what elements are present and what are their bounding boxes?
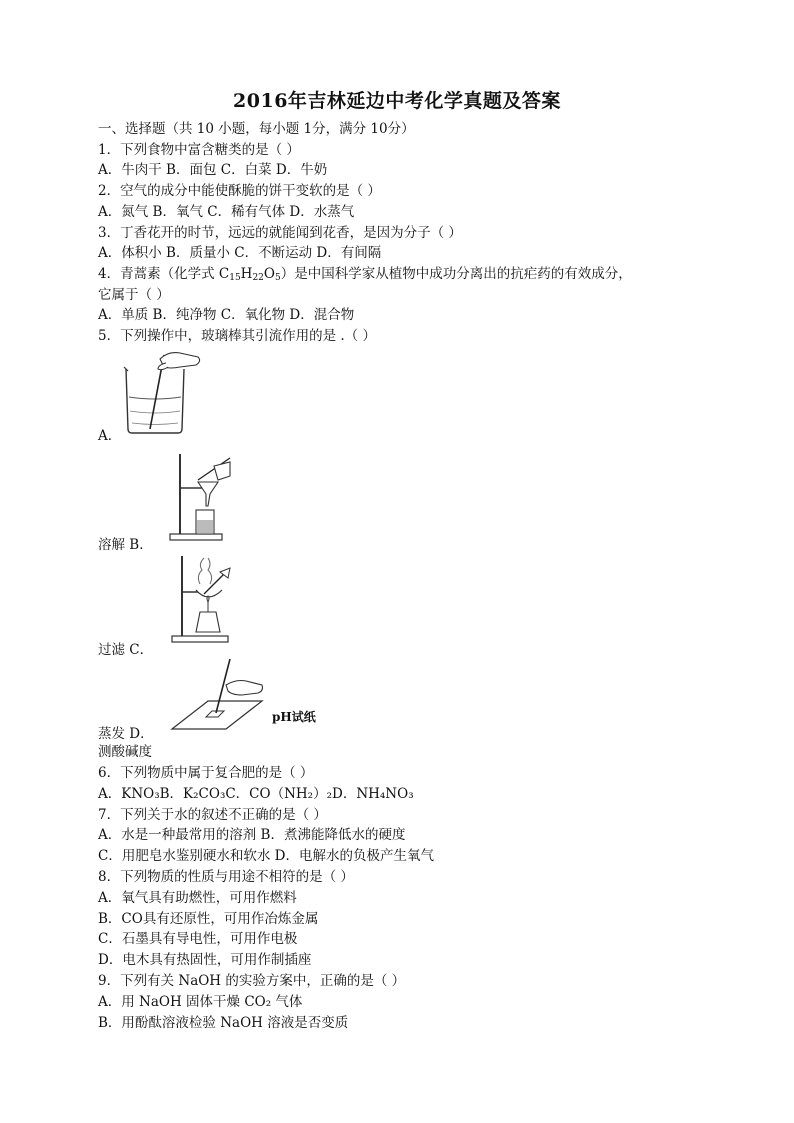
q9-option-a: A．用 NaOH 固体干燥 CO₂ 气体	[98, 994, 303, 1010]
q4-stem-continued: 它属于（ ）	[98, 287, 170, 303]
formula-c-count: 15	[229, 273, 241, 283]
q9-stem: 9．下列有关 NaOH 的实验方案中，正确的是（ ）	[98, 973, 406, 989]
formula-o: O	[263, 266, 275, 282]
q7-options-ab: A．水是一种最常用的溶剂 B．煮沸能降低水的硬度	[98, 827, 406, 843]
q8-option-a: A．氧气具有助燃性，可用作燃料	[98, 890, 297, 906]
section-heading: 一、选择题（共 10 小题，每小题 1分，满分 10分）	[98, 121, 415, 137]
q7-options-cd: C．用肥皂水鉴别硬水和软水 D．电解水的负极产生氧气	[98, 848, 434, 864]
q5-caption-e: 测酸碱度	[98, 744, 152, 760]
q1-stem: 1．下列食物中富含糖类的是（ ）	[98, 142, 300, 158]
figure-filtration	[168, 452, 234, 542]
q8-option-c: C．石墨具有导电性，可用作电极	[98, 931, 298, 947]
q7-stem: 7．下列关于水的叙述不正确的是（ ）	[98, 807, 327, 823]
q5-caption-d: 蒸发 D．	[98, 726, 154, 742]
q1-options: A．牛肉干 B．面包 C．白菜 D．牛奶	[98, 162, 328, 178]
q8-option-b: B．CO具有还原性，可用作冶炼金属	[98, 911, 319, 927]
formula-o-count: 5	[274, 273, 281, 283]
q6-stem: 6．下列物质中属于复合肥的是（ ）	[98, 765, 314, 781]
q8-option-d: D．电木具有热固性，可用作制插座	[98, 952, 312, 968]
q4-stem-post: ）是中国科学家从植物中成功分离出的抗疟药的有效成分，	[280, 266, 632, 282]
q2-stem: 2．空气的成分中能使酥脆的饼干变软的是（ ）	[98, 183, 381, 199]
formula-h: H	[240, 266, 253, 282]
q5-caption-c: 过滤 C．	[98, 642, 154, 658]
q6-options: A．KNO₃B．K₂CO₃C．CO（NH₂）₂D．NH₄NO₃	[98, 786, 414, 802]
figure-evaporation	[170, 554, 236, 644]
q5-caption-b: 溶解 B．	[98, 537, 153, 553]
q3-stem: 3．丁香花开的时节，远远的就能闻到花香，是因为分子（ ）	[98, 225, 462, 241]
q4-stem-pre: 4．青蒿素（化学式 C	[98, 266, 230, 282]
q5-caption-a: A．	[98, 428, 122, 444]
q9-option-b: B．用酚酞溶液检验 NaOH 溶液是否变质	[98, 1015, 349, 1031]
ph-paper-label: pH试纸	[272, 710, 316, 724]
figure-dissolving	[120, 349, 204, 435]
q8-stem: 8．下列物质的性质与用途不相符的是（ ）	[98, 869, 354, 885]
q4-options: A．单质 B．纯净物 C．氧化物 D．混合物	[98, 307, 355, 323]
page-title: 2016年吉林延边中考化学真题及答案	[233, 90, 561, 112]
q3-options: A．体积小 B．质量小 C．不断运动 D．有间隔	[98, 245, 382, 261]
q4-stem	[98, 265, 632, 288]
q2-options: A．氮气 B．氧气 C．稀有气体 D．水蒸气	[98, 204, 355, 220]
formula-h-count: 22	[252, 273, 264, 283]
q5-stem: 5．下列操作中，玻璃棒其引流作用的是 .（ ）	[98, 328, 376, 344]
